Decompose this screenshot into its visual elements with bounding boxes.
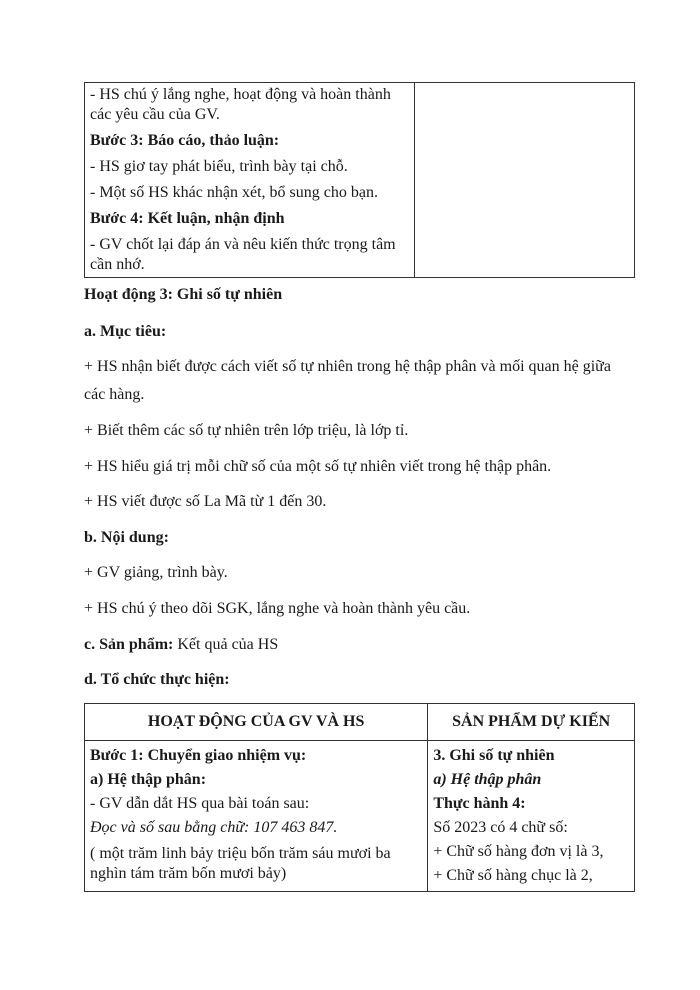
- header-teacher-student: HOẠT ĐỘNG CỦA GV VÀ HS: [85, 704, 428, 741]
- product-label: c. Sản phẩm:: [84, 636, 174, 653]
- text-line: + Chữ số hàng đơn vị là 3,: [433, 843, 604, 860]
- goal-item: + HS hiểu giá trị mỗi chữ số của một số tự nhiên viết trong hệ thập phân.: [84, 458, 552, 475]
- text-line: - HS chú ý lắng nghe, hoạt động và hoàn thành: [90, 86, 391, 103]
- goal-heading: a. Mục tiêu:: [84, 323, 167, 340]
- goal-item: + HS viết được số La Mã từ 1 đến 30.: [84, 493, 327, 510]
- text-line: + Chữ số hàng chục là 2,: [433, 867, 593, 884]
- activity-table: [84, 703, 635, 892]
- text-line: ( một trăm linh bảy triệu bốn trăm sáu mươi ba: [90, 845, 391, 862]
- step1-heading: Bước 1: Chuyển giao nhiệm vụ:: [90, 747, 307, 764]
- step3-heading: Bước 3: Báo cáo, thảo luận:: [90, 132, 280, 149]
- header-expected-product: SẢN PHẨM DỰ KIẾN: [428, 704, 635, 741]
- step3-item: - Một số HS khác nhận xét, bổ sung cho bạn.: [90, 184, 378, 201]
- text-line: cần nhớ.: [90, 256, 145, 273]
- product-line: [84, 632, 640, 658]
- text-line: nghìn tám trăm bốn mươi bảy): [90, 865, 287, 882]
- product-text: Kết quả của HS: [173, 636, 279, 653]
- content-heading: b. Nội dung:: [84, 529, 169, 546]
- text-line: Số 2023 có 4 chữ số:: [433, 819, 568, 836]
- activity-title: Hoạt động 3: Ghi số tự nhiên: [84, 286, 283, 303]
- text-line: - GV dẫn dắt HS qua bài toán sau:: [90, 795, 310, 812]
- problem-line: Đọc và số sau bằng chữ: 107 463 847.: [90, 819, 338, 836]
- practice-heading: Thực hành 4:: [433, 795, 526, 812]
- expected-product-cell: [415, 83, 635, 278]
- goal-item: + HS nhận biết được cách viết số tự nhiên trong hệ thập phân và mối quan hệ giữa: [84, 358, 611, 375]
- goal-item: các hàng.: [84, 386, 145, 403]
- step3-item: - HS giơ tay phát biểu, trình bày tại chỗ.: [90, 158, 348, 175]
- subsection-heading: a) Hệ thập phân:: [90, 771, 207, 788]
- teacher-activity-cell: [85, 741, 428, 892]
- goal-item: + Biết thêm các số tự nhiên trên lớp triệu, là lớp tỉ.: [84, 422, 409, 439]
- text-line: các yêu cầu của GV.: [90, 106, 220, 123]
- teacher-activity-cell: [85, 83, 415, 278]
- organization-heading: d. Tổ chức thực hiện:: [84, 671, 230, 688]
- section-title: 3. Ghi số tự nhiên: [433, 747, 555, 764]
- content-item: + HS chú ý theo dõi SGK, lắng nghe và hoàn thành yêu cầu.: [84, 600, 471, 617]
- text-line: - GV chốt lại đáp án và nêu kiến thức trọng tâm: [90, 236, 396, 253]
- subsection-heading: a) Hệ thập phân: [433, 771, 542, 788]
- step4-heading: Bước 4: Kết luận, nhận định: [90, 210, 285, 227]
- continuation-table: [84, 82, 635, 278]
- expected-product-cell: [428, 741, 635, 892]
- content-item: + GV giảng, trình bày.: [84, 564, 228, 581]
